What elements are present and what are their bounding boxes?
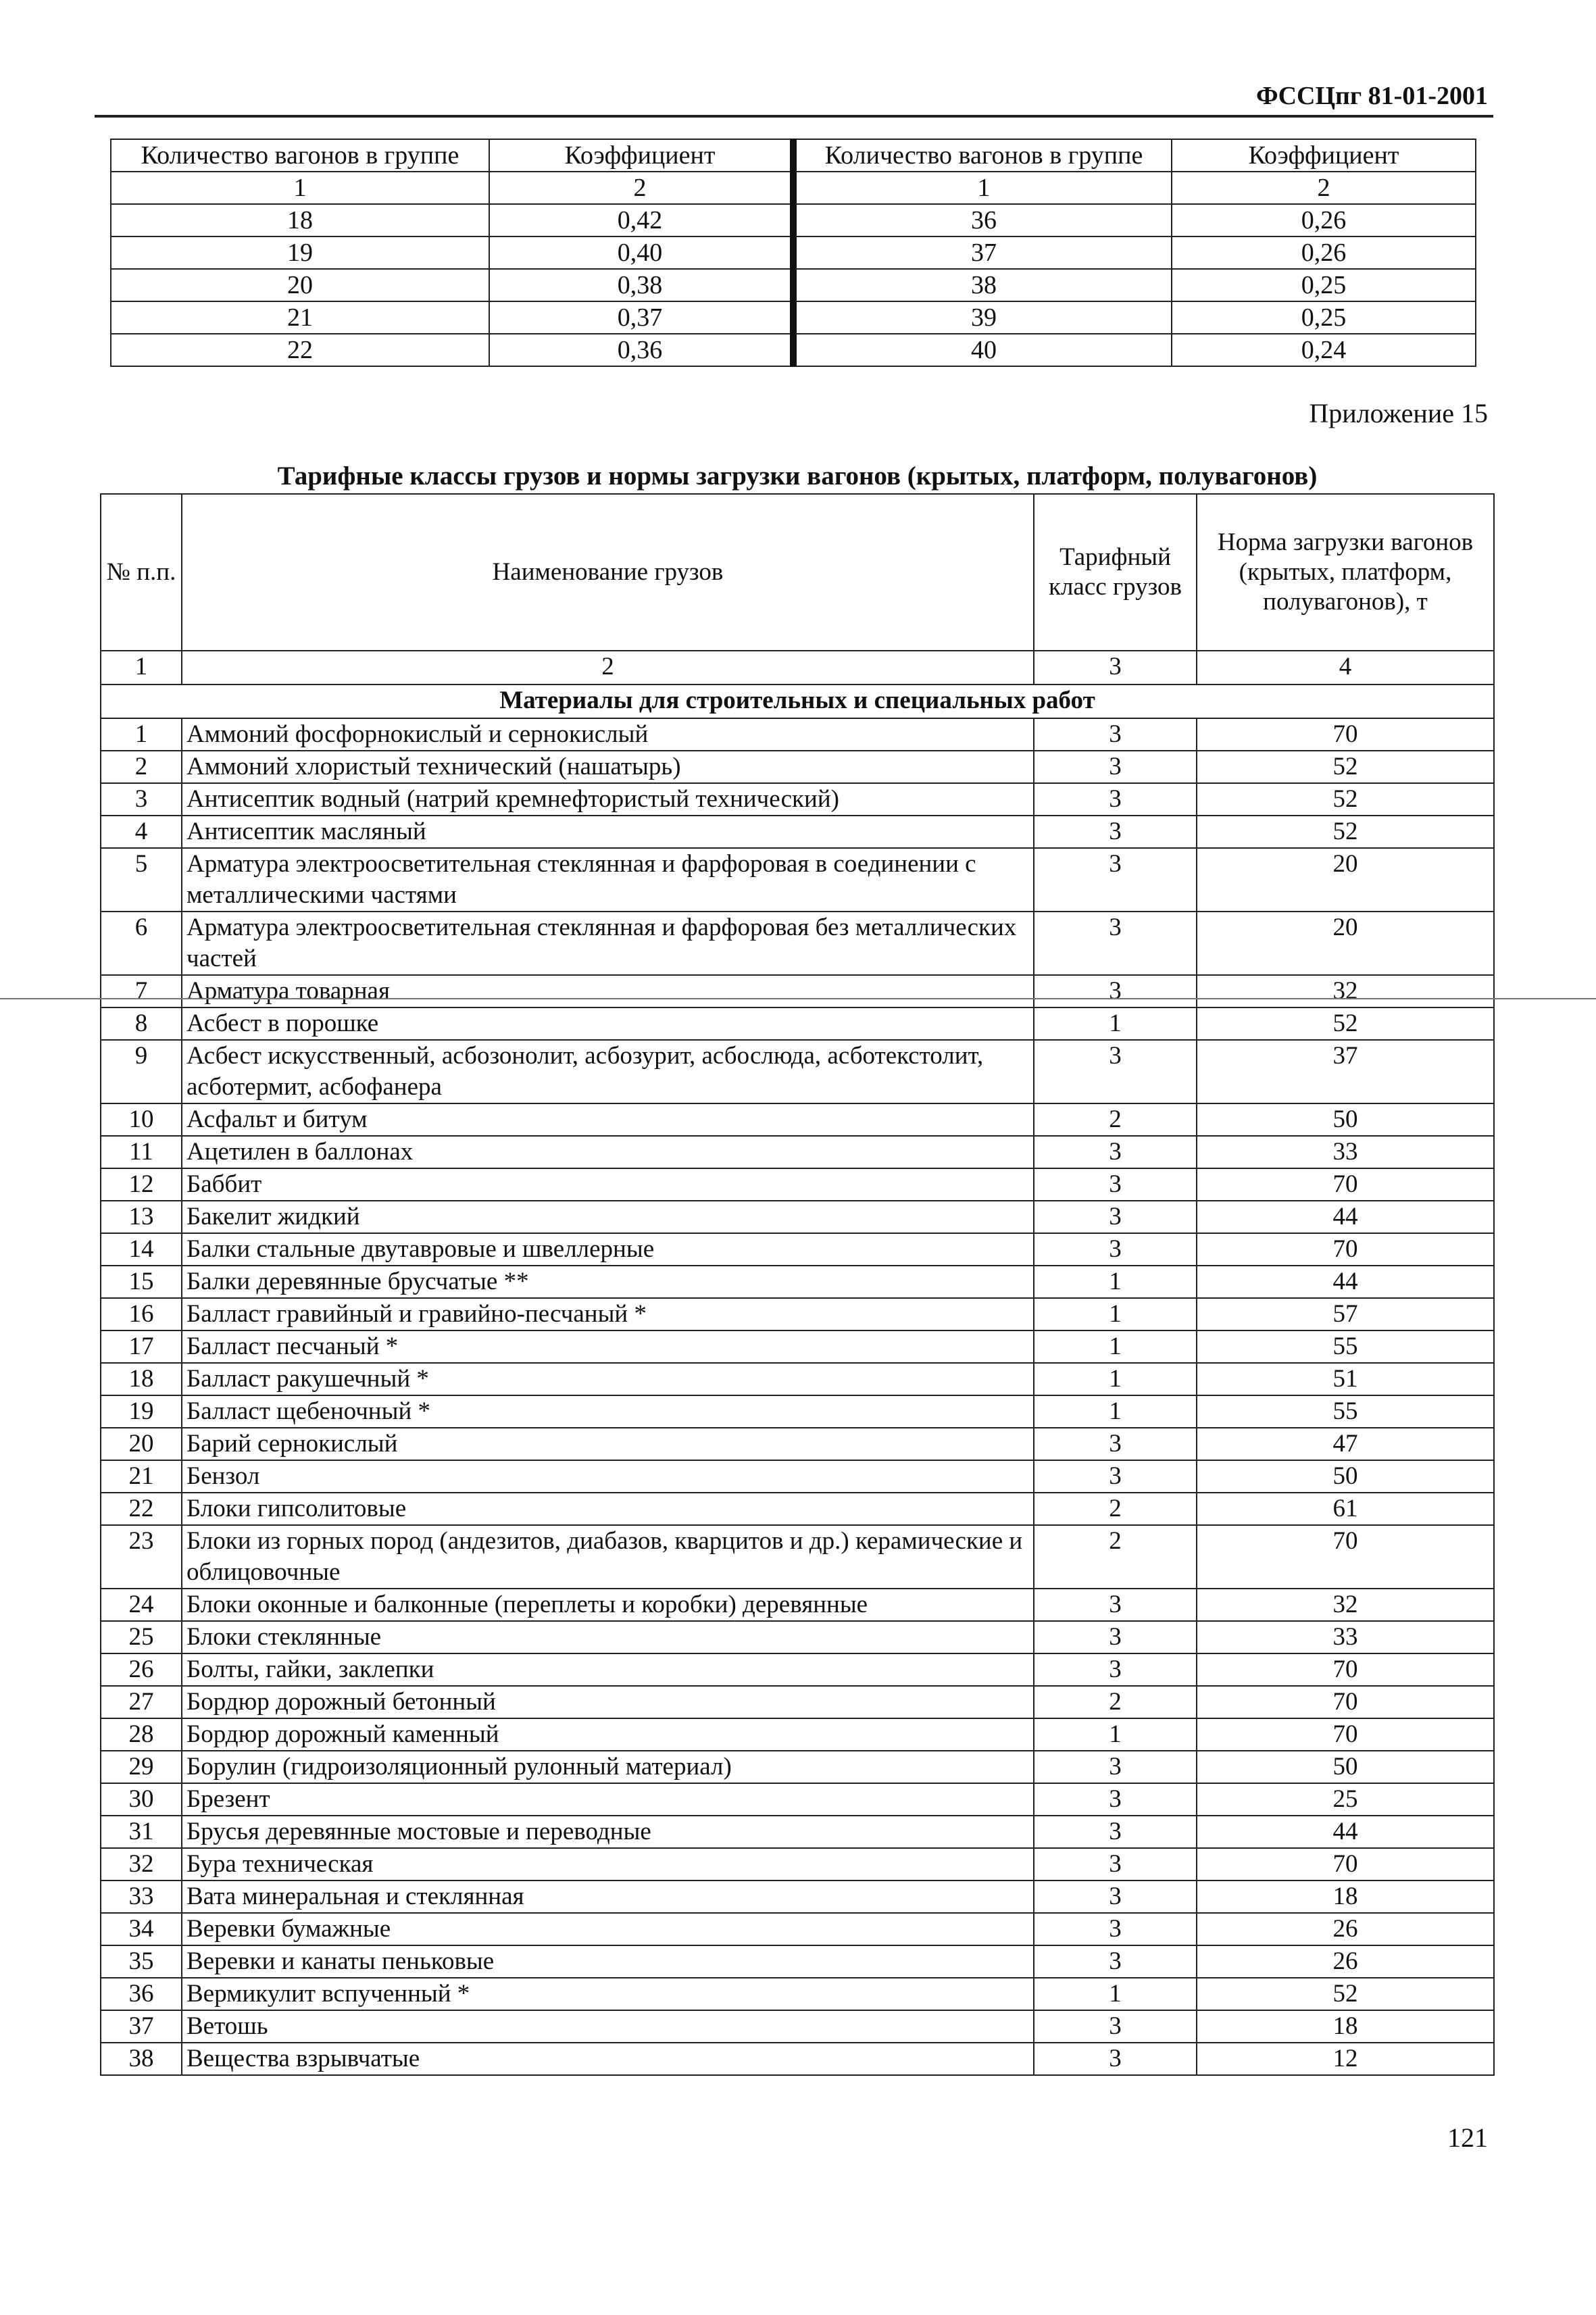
- header-name: Наименование грузов: [182, 494, 1034, 651]
- coef-cell: 0,26: [1172, 204, 1476, 237]
- load-norm: 33: [1197, 1621, 1494, 1653]
- row-number: 38: [101, 2043, 182, 2075]
- coef-cell: 0,24: [1172, 334, 1476, 366]
- tariff-class: 1: [1034, 1718, 1197, 1751]
- table-row: [101, 1428, 1494, 1460]
- load-norm: 55: [1197, 1395, 1494, 1428]
- tariff-class: 3: [1034, 1460, 1197, 1493]
- row-number: 30: [101, 1783, 182, 1816]
- row-number: 2: [101, 751, 182, 783]
- coef-row: [111, 237, 1476, 269]
- row-number: 35: [101, 1945, 182, 1978]
- cargo-name: Арматура электроосветительная стеклянная и фарфоровая в соединении с металлическими частями: [182, 848, 1034, 912]
- section-title: Материалы для строительных и специальных работ: [101, 684, 1494, 718]
- main-colnum-cell: 4: [1197, 651, 1494, 684]
- table-row: [101, 1007, 1494, 1040]
- cargo-name: Веревки бумажные: [182, 1913, 1034, 1945]
- row-number: 28: [101, 1718, 182, 1751]
- cargo-name: Асфальт и битум: [182, 1103, 1034, 1136]
- row-number: 23: [101, 1525, 182, 1589]
- tariff-class: 3: [1034, 1168, 1197, 1201]
- cargo-name: Балки деревянные брусчатые **: [182, 1266, 1034, 1298]
- table-row: [101, 718, 1494, 751]
- row-number: 22: [101, 1493, 182, 1525]
- load-norm: 50: [1197, 1751, 1494, 1783]
- header-num: № п.п.: [101, 494, 182, 651]
- coef-cell: 0,37: [489, 301, 793, 334]
- load-norm: 52: [1197, 751, 1494, 783]
- table-row: [101, 1040, 1494, 1103]
- section-row: [101, 684, 1494, 718]
- cargo-name: Аммоний хлористый технический (нашатырь): [182, 751, 1034, 783]
- row-number: 9: [101, 1040, 182, 1103]
- load-norm: 25: [1197, 1783, 1494, 1816]
- load-norm: 44: [1197, 1816, 1494, 1848]
- row-number: 21: [101, 1460, 182, 1493]
- coef-cell: 0,38: [489, 269, 793, 301]
- tariff-class: 2: [1034, 1686, 1197, 1718]
- table-row: [101, 1848, 1494, 1881]
- cargo-name: Блоки из горных пород (андезитов, диабазов, кварцитов и др.) керамические и облицовочные: [182, 1525, 1034, 1589]
- table-row: [101, 783, 1494, 816]
- coef-row: [111, 334, 1476, 366]
- table-row: [101, 1718, 1494, 1751]
- tariff-class: 3: [1034, 751, 1197, 783]
- table-row: [101, 1493, 1494, 1525]
- cargo-name: Вермикулит вспученный *: [182, 1978, 1034, 2010]
- coef-cell: 36: [793, 204, 1172, 237]
- table-row: [101, 2010, 1494, 2043]
- tariff-class: 3: [1034, 1816, 1197, 1848]
- row-number: 18: [101, 1363, 182, 1395]
- load-norm: 57: [1197, 1298, 1494, 1330]
- table-row: [101, 1266, 1494, 1298]
- table-row: [101, 1298, 1494, 1330]
- coef-header-row: [111, 139, 1476, 172]
- load-norm: 12: [1197, 2043, 1494, 2075]
- tariff-class: 3: [1034, 2010, 1197, 2043]
- cargo-name: Балласт песчаный *: [182, 1330, 1034, 1363]
- row-number: 7: [101, 975, 182, 1007]
- cargo-name: Аммоний фосфорнокислый и сернокислый: [182, 718, 1034, 751]
- table-title: Тарифные классы грузов и нормы загрузки вагонов (крытых, платформ, полувагонов): [277, 462, 1318, 491]
- table-row: [101, 1460, 1494, 1493]
- cargo-name: Бензол: [182, 1460, 1034, 1493]
- load-norm: 70: [1197, 1718, 1494, 1751]
- table-row: [101, 1103, 1494, 1136]
- load-norm: 44: [1197, 1266, 1494, 1298]
- tariff-class: 3: [1034, 1783, 1197, 1816]
- main-colnum-row: [101, 651, 1494, 684]
- row-number: 1: [101, 718, 182, 751]
- table-row: [101, 1168, 1494, 1201]
- tariff-class: 3: [1034, 1751, 1197, 1783]
- coef-cell: 18: [111, 204, 489, 237]
- load-norm: 37: [1197, 1040, 1494, 1103]
- tariff-class: 3: [1034, 718, 1197, 751]
- tariff-class: 3: [1034, 2043, 1197, 2075]
- tariff-class: 3: [1034, 783, 1197, 816]
- load-norm: 18: [1197, 2010, 1494, 2043]
- row-number: 10: [101, 1103, 182, 1136]
- table-row: [101, 1816, 1494, 1848]
- cargo-name: Асбест в порошке: [182, 1007, 1034, 1040]
- row-number: 34: [101, 1913, 182, 1945]
- cargo-name: Арматура товарная: [182, 975, 1034, 1007]
- table-row: [101, 848, 1494, 912]
- load-norm: 70: [1197, 1525, 1494, 1589]
- row-number: 26: [101, 1653, 182, 1686]
- load-norm: 50: [1197, 1103, 1494, 1136]
- row-number: 16: [101, 1298, 182, 1330]
- coef-colnum-cell: 1: [111, 172, 489, 204]
- cargo-name: Блоки оконные и балконные (переплеты и коробки) деревянные: [182, 1589, 1034, 1621]
- coef-cell: 19: [111, 237, 489, 269]
- coef-colnum-cell: 1: [793, 172, 1172, 204]
- coef-cell: 40: [793, 334, 1172, 366]
- cargo-name: Ветошь: [182, 2010, 1034, 2043]
- coef-colnum-cell: 2: [1172, 172, 1476, 204]
- table-row: [101, 816, 1494, 848]
- row-number: 36: [101, 1978, 182, 2010]
- tariff-class: 3: [1034, 1040, 1197, 1103]
- cargo-name: Барий сернокислый: [182, 1428, 1034, 1460]
- coef-header-cell: Количество вагонов в группе: [793, 139, 1172, 172]
- row-number: 19: [101, 1395, 182, 1428]
- load-norm: 61: [1197, 1493, 1494, 1525]
- load-norm: 52: [1197, 816, 1494, 848]
- row-number: 27: [101, 1686, 182, 1718]
- page-number: 121: [1447, 2122, 1488, 2153]
- coef-header-cell: Коэффициент: [489, 139, 793, 172]
- coef-cell: 0,36: [489, 334, 793, 366]
- coef-cell: 0,40: [489, 237, 793, 269]
- cargo-name: Бура техническая: [182, 1848, 1034, 1881]
- row-number: 17: [101, 1330, 182, 1363]
- table-row: [101, 1751, 1494, 1783]
- load-norm: 52: [1197, 783, 1494, 816]
- main-colnum-cell: 3: [1034, 651, 1197, 684]
- tariff-class: 3: [1034, 1653, 1197, 1686]
- cargo-name: Брезент: [182, 1783, 1034, 1816]
- coef-cell: 0,25: [1172, 301, 1476, 334]
- load-norm: 33: [1197, 1136, 1494, 1168]
- tariff-class: 1: [1034, 1266, 1197, 1298]
- row-number: 4: [101, 816, 182, 848]
- coef-row: [111, 269, 1476, 301]
- tariff-class: 1: [1034, 1395, 1197, 1428]
- coef-cell: 0,25: [1172, 269, 1476, 301]
- table-row: [101, 1653, 1494, 1686]
- table-row: [101, 1783, 1494, 1816]
- tariff-class: 3: [1034, 1136, 1197, 1168]
- tariff-class: 1: [1034, 1330, 1197, 1363]
- main-colnum-cell: 1: [101, 651, 182, 684]
- coef-colnum-row: [111, 172, 1476, 204]
- cargo-name: Бордюр дорожный каменный: [182, 1718, 1034, 1751]
- cargo-name: Вата минеральная и стеклянная: [182, 1881, 1034, 1913]
- load-norm: 20: [1197, 848, 1494, 912]
- cargo-name: Блоки стеклянные: [182, 1621, 1034, 1653]
- cargo-name: Блоки гипсолитовые: [182, 1493, 1034, 1525]
- load-norm: 26: [1197, 1945, 1494, 1978]
- load-norm: 47: [1197, 1428, 1494, 1460]
- row-number: 5: [101, 848, 182, 912]
- tariff-class: 3: [1034, 1621, 1197, 1653]
- coef-colnum-cell: 2: [489, 172, 793, 204]
- coef-cell: 37: [793, 237, 1172, 269]
- coef-header-cell: Коэффициент: [1172, 139, 1476, 172]
- cargo-name: Балласт щебеночный *: [182, 1395, 1034, 1428]
- cargo-name: Арматура электроосветительная стеклянная и фарфоровая без металлических частей: [182, 912, 1034, 975]
- coef-row: [111, 204, 1476, 237]
- table-row: [101, 1589, 1494, 1621]
- tariff-class: 3: [1034, 912, 1197, 975]
- tariff-class: 2: [1034, 1493, 1197, 1525]
- tariff-class: 1: [1034, 1007, 1197, 1040]
- load-norm: 50: [1197, 1460, 1494, 1493]
- tariff-class: 3: [1034, 975, 1197, 1007]
- coef-cell: 39: [793, 301, 1172, 334]
- row-number: 33: [101, 1881, 182, 1913]
- table-row: [101, 912, 1494, 975]
- tariff-class: 2: [1034, 1103, 1197, 1136]
- cargo-name: Асбест искусственный, асбозонолит, асбозурит, асбослюда, асботекстолит, асботермит, асбофанера: [182, 1040, 1034, 1103]
- row-number: 29: [101, 1751, 182, 1783]
- cargo-name: Бордюр дорожный бетонный: [182, 1686, 1034, 1718]
- cargo-name: Болты, гайки, заклепки: [182, 1653, 1034, 1686]
- cargo-name: Ацетилен в баллонах: [182, 1136, 1034, 1168]
- table-row: [101, 2043, 1494, 2075]
- row-number: 32: [101, 1848, 182, 1881]
- table-row: [101, 751, 1494, 783]
- load-norm: 70: [1197, 1233, 1494, 1266]
- header-class: Тарифный класс грузов: [1034, 494, 1197, 651]
- table-row: [101, 1136, 1494, 1168]
- table-row: [101, 1686, 1494, 1718]
- coef-row: [111, 301, 1476, 334]
- load-norm: 18: [1197, 1881, 1494, 1913]
- coefficient-table: [110, 139, 1476, 367]
- tariff-class: 3: [1034, 1233, 1197, 1266]
- cargo-name: Вещества взрывчатые: [182, 2043, 1034, 2075]
- table-row: [101, 1881, 1494, 1913]
- cargo-name: Балласт ракушечный *: [182, 1363, 1034, 1395]
- load-norm: 32: [1197, 1589, 1494, 1621]
- tariff-class: 3: [1034, 848, 1197, 912]
- tariff-classes-table: [100, 493, 1495, 2076]
- load-norm: 55: [1197, 1330, 1494, 1363]
- tariff-class: 3: [1034, 1201, 1197, 1233]
- coef-cell: 0,42: [489, 204, 793, 237]
- load-norm: 52: [1197, 1007, 1494, 1040]
- document-code: ФССЦпг 81-01-2001: [1255, 82, 1488, 110]
- load-norm: 44: [1197, 1201, 1494, 1233]
- table-row: [101, 1913, 1494, 1945]
- load-norm: 52: [1197, 1978, 1494, 2010]
- tariff-class: 3: [1034, 1589, 1197, 1621]
- main-colnum-cell: 2: [182, 651, 1034, 684]
- scan-artifact-line: [0, 998, 1596, 999]
- cargo-name: Борулин (гидроизоляционный рулонный материал): [182, 1751, 1034, 1783]
- cargo-name: Бакелит жидкий: [182, 1201, 1034, 1233]
- cargo-name: Веревки и канаты пеньковые: [182, 1945, 1034, 1978]
- load-norm: 26: [1197, 1913, 1494, 1945]
- row-number: 12: [101, 1168, 182, 1201]
- tariff-class: 3: [1034, 1428, 1197, 1460]
- cargo-name: Баббит: [182, 1168, 1034, 1201]
- coef-cell: 21: [111, 301, 489, 334]
- load-norm: 20: [1197, 912, 1494, 975]
- table-row: [101, 1525, 1494, 1589]
- cargo-name: Антисептик водный (натрий кремнефтористый технический): [182, 783, 1034, 816]
- table-row: [101, 1621, 1494, 1653]
- tariff-class: 1: [1034, 1298, 1197, 1330]
- load-norm: 70: [1197, 1686, 1494, 1718]
- row-number: 3: [101, 783, 182, 816]
- row-number: 31: [101, 1816, 182, 1848]
- table-row: [101, 1363, 1494, 1395]
- coef-cell: 38: [793, 269, 1172, 301]
- row-number: 37: [101, 2010, 182, 2043]
- row-number: 6: [101, 912, 182, 975]
- load-norm: 70: [1197, 718, 1494, 751]
- tariff-class: 2: [1034, 1525, 1197, 1589]
- row-number: 14: [101, 1233, 182, 1266]
- cargo-name: Балласт гравийный и гравийно-песчаный *: [182, 1298, 1034, 1330]
- load-norm: 32: [1197, 975, 1494, 1007]
- row-number: 15: [101, 1266, 182, 1298]
- header-rule: [95, 115, 1493, 118]
- table-row: [101, 1395, 1494, 1428]
- table-row: [101, 975, 1494, 1007]
- tariff-class: 3: [1034, 1945, 1197, 1978]
- table-row: [101, 1945, 1494, 1978]
- cargo-name: Антисептик масляный: [182, 816, 1034, 848]
- table-row: [101, 1978, 1494, 2010]
- load-norm: 70: [1197, 1848, 1494, 1881]
- coef-cell: 20: [111, 269, 489, 301]
- table-row: [101, 1233, 1494, 1266]
- tariff-class: 3: [1034, 1913, 1197, 1945]
- tariff-class: 3: [1034, 816, 1197, 848]
- load-norm: 70: [1197, 1653, 1494, 1686]
- load-norm: 51: [1197, 1363, 1494, 1395]
- tariff-class: 3: [1034, 1881, 1197, 1913]
- cargo-name: Брусья деревянные мостовые и переводные: [182, 1816, 1034, 1848]
- tariff-class: 3: [1034, 1848, 1197, 1881]
- row-number: 20: [101, 1428, 182, 1460]
- row-number: 8: [101, 1007, 182, 1040]
- table-row: [101, 1330, 1494, 1363]
- tariff-class: 1: [1034, 1363, 1197, 1395]
- tariff-class: 1: [1034, 1978, 1197, 2010]
- row-number: 25: [101, 1621, 182, 1653]
- coef-cell: 0,26: [1172, 237, 1476, 269]
- coef-cell: 22: [111, 334, 489, 366]
- coef-header-cell: Количество вагонов в группе: [111, 139, 489, 172]
- row-number: 24: [101, 1589, 182, 1621]
- main-header-row: [101, 494, 1494, 651]
- cargo-name: Балки стальные двутавровые и швеллерные: [182, 1233, 1034, 1266]
- table-row: [101, 1201, 1494, 1233]
- appendix-label: Приложение 15: [1309, 398, 1488, 428]
- row-number: 11: [101, 1136, 182, 1168]
- header-norm: Норма загрузки вагонов (крытых, платформ, полувагонов), т: [1197, 494, 1494, 651]
- row-number: 13: [101, 1201, 182, 1233]
- load-norm: 70: [1197, 1168, 1494, 1201]
